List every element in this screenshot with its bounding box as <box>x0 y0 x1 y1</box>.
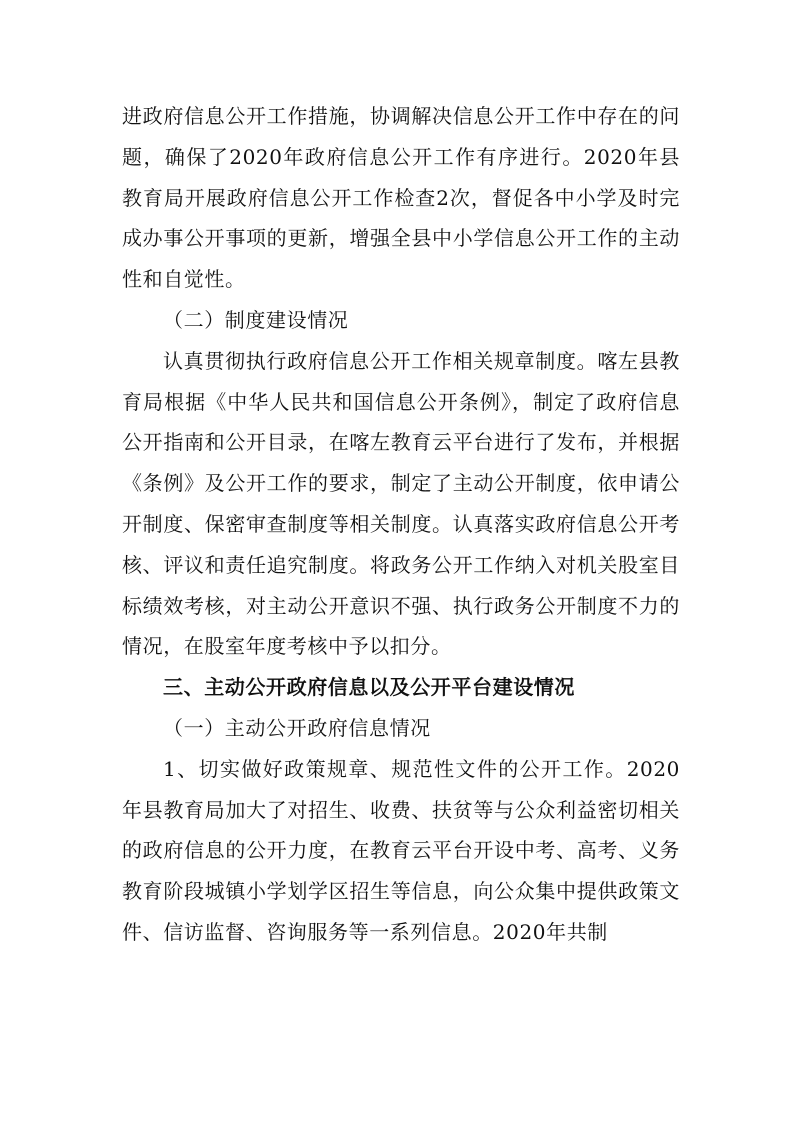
section-heading-3: 三、主动公开政府信息以及公开平台建设情况 <box>163 675 575 700</box>
paragraph-policy-disclosure: 1、切实做好政策规章、规范性文件的公开工作。2020年县教育局加大了对招生、收费、扶贫等与公众利益密切相关的政府信息的公开力度，在教育云平台开设中考、高考、义务教育阶段城镇小学划学区招生等信息，向公众集中提供政策文件、信访监督、咨询服务等一系列信息。2020年共制 <box>122 756 680 944</box>
paragraph-system-construction: 认真贯彻执行政府信息公开工作相关规章制度。喀左县教育局根据《中华人民共和国信息公开条例》，制定了政府信息公开指南和公开目录，在喀左教育云平台进行了发布，并根据《条例》及公开工作的要求，制定了主动公开制度，依申请公开制度、保密审查制度等相关制度。认真落实政府信息公开考核、评议和责任追究制度。将政务公开工作纳入对机关股室目标绩效考核，对主动公开意识不强、执行政务公开制度不力的情况，在股室年度考核中予以扣分。 <box>122 348 680 659</box>
paragraph-continuation: 进政府信息公开工作措施，协调解决信息公开工作中存在的问题，确保了2020年政府信息公开工作有序进行。2020年县教育局开展政府信息公开工作检查2次，督促各中小学及时完成办事公开事项的更新，增强全县中小学信息公开工作的主动性和自觉性。 <box>122 104 680 292</box>
subheading-active-disclosure: （一）主动公开政府信息情况 <box>163 715 431 740</box>
document-page <box>122 96 680 953</box>
subheading-system-construction: （二）制度建设情况 <box>163 307 349 332</box>
